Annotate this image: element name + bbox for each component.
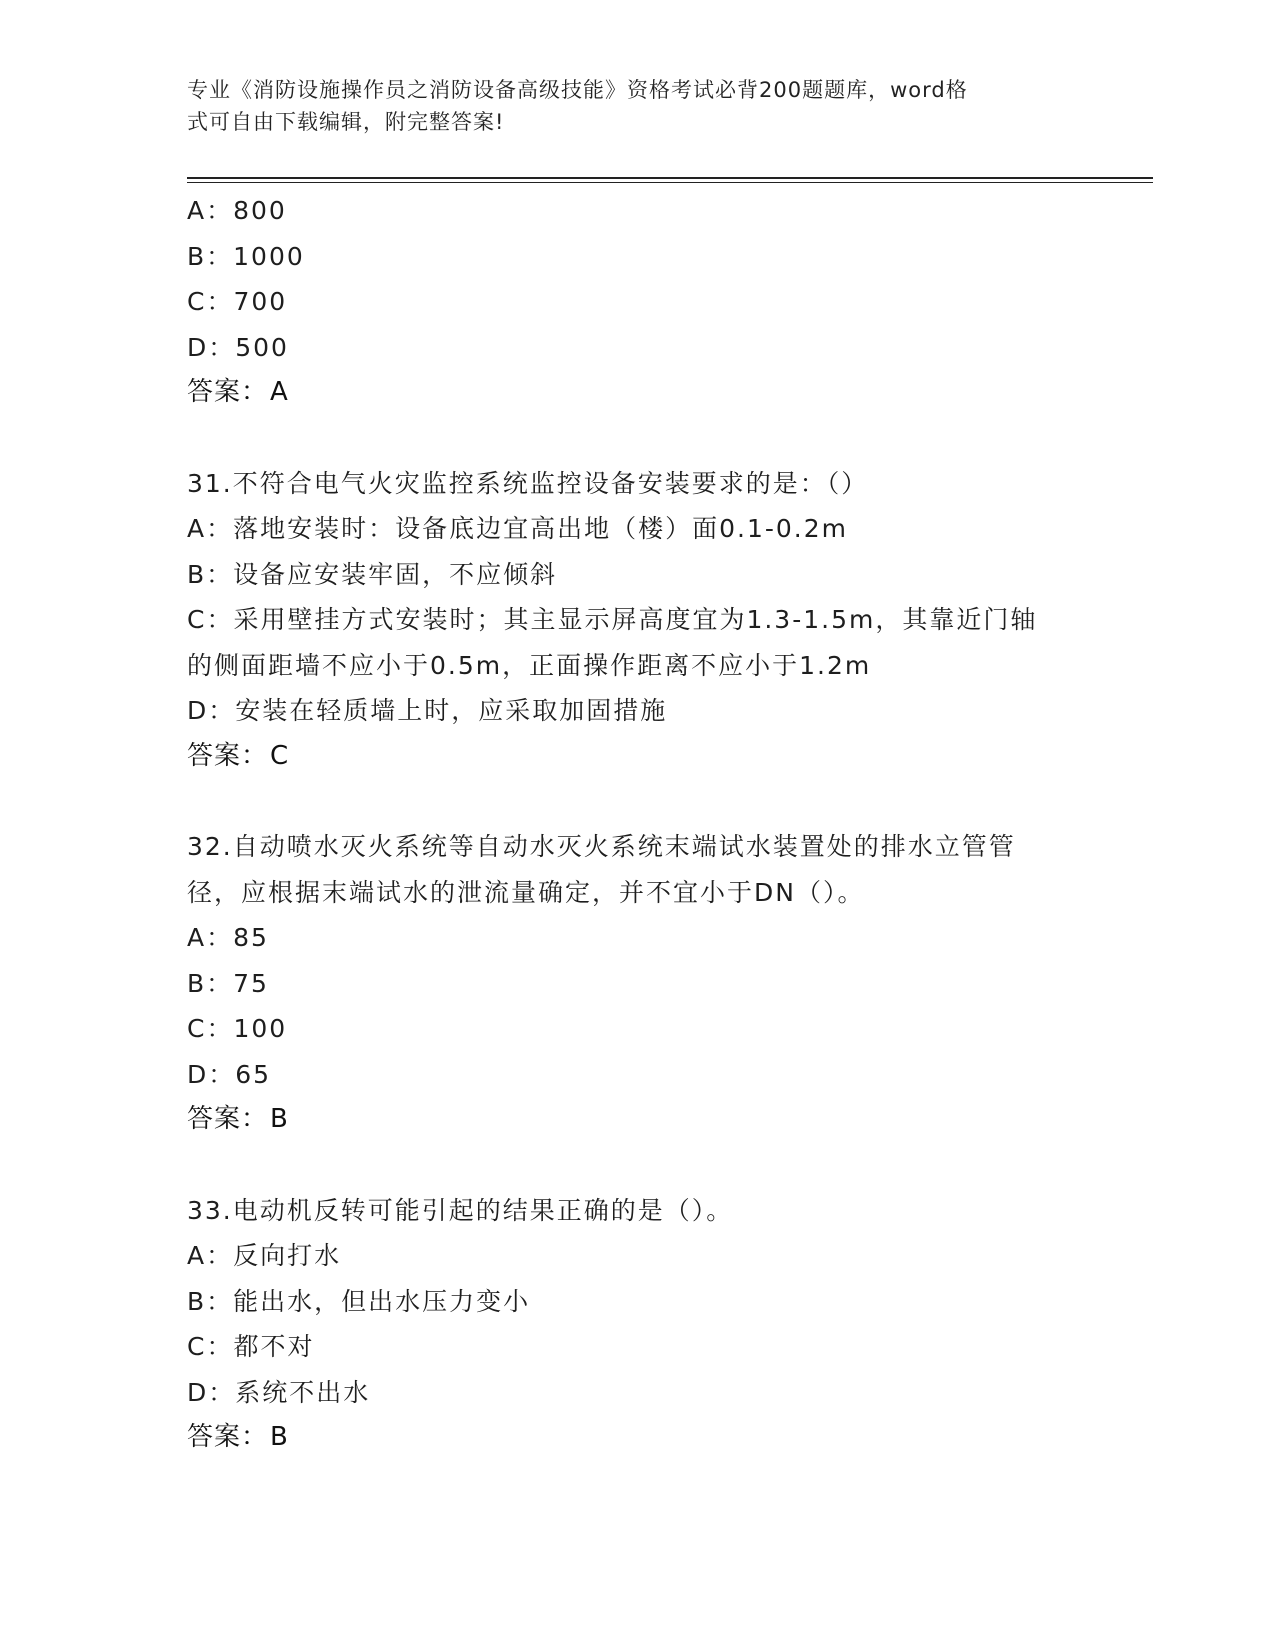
answer-line [187, 370, 1087, 416]
question-block-30 [187, 188, 1087, 416]
question-stem: 31.不符合电气火灾监控系统监控设备安装要求的是：（） [187, 468, 869, 498]
option-d: D：安装在轻质墙上时，应采取加固措施 [187, 696, 668, 725]
header-title-line-2: 式可自由下载编辑，附完整答案! [187, 110, 505, 134]
answer-line [187, 1097, 1087, 1143]
option-c: C：采用壁挂方式安装时；其主显示屏高度宜为1.3-1.5m，其靠近门轴 [187, 605, 1038, 634]
option-c: C：都不对 [187, 1332, 315, 1361]
option-d: D：系统不出水 [187, 1377, 371, 1407]
option-a: A：落地安装时：设备底边宜高出地（楼）面0.1-0.2m [187, 514, 848, 543]
option-b: B：能出水，但出水压力变小 [187, 1286, 531, 1316]
question-block-33 [187, 1188, 1087, 1461]
option-d: D：65 [187, 1059, 272, 1089]
document-body [187, 188, 1087, 1461]
question-stem-line-2: 径，应根据末端试水的泄流量确定，并不宜小于DN（）。 [187, 877, 865, 907]
answer-label: 答案： [187, 1104, 269, 1134]
answer-value: C [270, 740, 290, 771]
question-stem: 33.电动机反转可能引起的结果正确的是（）。 [187, 1195, 734, 1225]
header-divider-thin [187, 182, 1153, 183]
answer-line [187, 1415, 1087, 1461]
answer-value: B [270, 1104, 289, 1134]
option-a: A：反向打水 [187, 1241, 342, 1270]
question-block-31 [187, 461, 1087, 780]
answer-label: 答案： [187, 740, 269, 771]
option-d: D：500 [187, 332, 289, 362]
answer-label: 答案： [187, 1422, 269, 1452]
option-a: A：85 [187, 923, 269, 952]
answer-value: A [270, 377, 289, 407]
option-c-continued: 的侧面距墙不应小于0.5m，正面操作距离不应小于1.2m [187, 650, 872, 680]
option-c: C：100 [187, 1014, 288, 1043]
question-block-32 [187, 824, 1087, 1143]
question-stem-line-1: 32.自动喷水灭火系统等自动水灭火系统末端试水装置处的排水立管管 [187, 832, 1016, 861]
header-divider-thick [187, 177, 1153, 179]
header-title-line-1: 专业《消防设施操作员之消防设备高级技能》资格考试必背200题题库，word格 [187, 78, 968, 102]
option-b: B：75 [187, 968, 269, 998]
document-header [187, 74, 1067, 138]
option-c: C：700 [187, 287, 288, 316]
answer-line [187, 734, 1087, 780]
option-a: A：800 [187, 196, 287, 225]
answer-label: 答案： [187, 377, 269, 407]
answer-value: B [270, 1422, 289, 1452]
option-b: B：设备应安装牢固，不应倾斜 [187, 559, 558, 589]
option-b: B：1000 [187, 241, 305, 271]
